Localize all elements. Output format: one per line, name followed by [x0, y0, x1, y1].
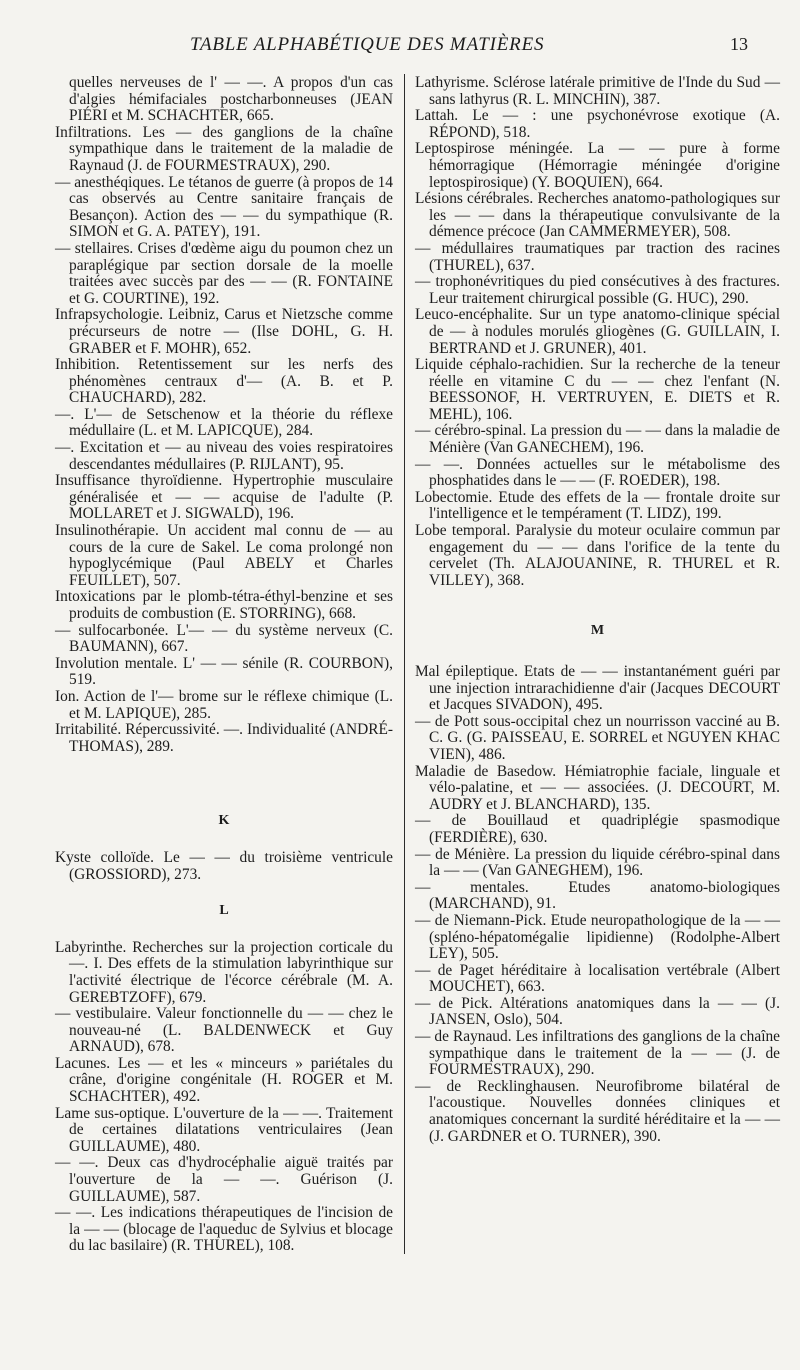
index-entry: Leptospirose méningée. La — — pure à forme hémorragique (Hémorragie méningée d'origine leptospirosique) (Y. BOQUIEN), 664.: [415, 140, 780, 191]
index-entry: — médullaires traumatiques par traction des racines (THUREL), 637.: [415, 239, 780, 274]
right-column: [415, 75, 780, 1145]
index-entry: Irritabilité. Répercussivité. —. Individualité (ANDRÉ-THOMAS), 289.: [55, 721, 393, 755]
index-entry: Lobectomie. Etude des effets de la — frontale droite sur l'intelligence et le tempérament (T. LIDZ), 199.: [415, 488, 780, 523]
running-title: TABLE ALPHABÉTIQUE DES MATIÈRES: [190, 34, 545, 55]
index-entry: — anesthéqiques. Le tétanos de guerre (à propos de 14 cas observés au Centre sanitaire français de Besançon). Action des — — du sympathique (R. SIMON et G. A. PATEY), 191.: [55, 173, 393, 241]
index-entry: — de Recklinghausen. Neurofibrome bilatéral de l'acoustique. Nouvelles données cliniques et anatomiques concernant la surdité héréditaire et la — — (J. GARDNER et O. TURNER), 390.: [415, 1077, 780, 1145]
index-entry: — de Niemann-Pick. Etude neuropathologique de la — — (spléno-hépatomégalie lipidienne) (Rodolphe-Albert LEY), 505.: [415, 911, 780, 963]
index-entry: quelles nerveuses de l' — —. A propos d'un cas d'algies hémifaciales postcharbonneuses (JEAN PIÉRI et M. SCHACHTER, 665.: [69, 74, 393, 125]
index-entry: Infrapsychologie. Leibniz, Carus et Nietzsche comme précurseurs de notre — (Ilse DOHL, G. H. GRABER et F. MOHR), 652.: [55, 306, 393, 357]
index-entry: — de Raynaud. Les infiltrations des ganglions de la chaîne sympathique dans le traitement de la — — (J. de FOURMESTRAUX), 290.: [415, 1028, 780, 1079]
page-number: 13: [730, 34, 748, 54]
left-column: [55, 75, 393, 1255]
index-entry: Lobe temporal. Paralysie du moteur oculaire commun par engagement du — — dans l'orifice de la tente du cervelet (Th. ALAJOUANINE, R. THUREL et R. VILLEY), 368.: [415, 522, 780, 589]
index-entry: — de Bouillaud et quadriplégie spasmodique (FERDIÈRE), 630.: [415, 812, 780, 846]
index-entry: —. Excitation et — au niveau des voies respiratoires descendantes médullaires (P. RIJLANT), 95.: [55, 439, 393, 473]
index-entry: Mal épileptique. Etats de — — instantanément guéri par une injection intrarachidienne d'air (Jacques DECOURT et Jacques SIVADON), 495.: [415, 663, 780, 714]
index-entry: — trophonévritiques du pied consécutives à des fractures. Leur traitement chirurgical possible (G. HUC), 290.: [415, 273, 780, 307]
index-entry: Lésions cérébrales. Recherches anatomo-pathologiques sur les — — dans la thérapeutique convulsivante de la démence précoce (Jan CAMMERMEYER), 508.: [415, 190, 780, 241]
index-entry: — vestibulaire. Valeur fonctionnelle du — — chez le nouveau-né (L. BALDENWECK et Guy ARNAUD), 678.: [55, 1005, 393, 1056]
index-entry: Inhibition. Retentissement sur les nerfs des phénomènes centraux d'— (A. B. et P. CHAUCHARD), 282.: [55, 356, 393, 407]
index-entry: — stellaires. Crises d'œdème aigu du poumon chez un paraplégique par section dorsale de la moelle traitées avec succès par des — — (R. FONTAINE et G. COURTINE), 192.: [55, 239, 393, 307]
index-entry: Lathyrisme. Sclérose latérale primitive de l'Inde du Sud — sans lathyrus (R. L. MINCHIN), 387.: [415, 74, 780, 108]
index-entry: — de Pick. Altérations anatomiques dans la — — (J. JANSEN, Oslo), 504.: [415, 994, 780, 1029]
index-entry: Involution mentale. L' — — sénile (R. COURBON), 519.: [55, 654, 393, 689]
index-entry: Ion. Action de l'— brome sur le réflexe chimique (L. et M. LAPIQUE), 285.: [55, 687, 393, 722]
index-entry: — —. Données actuelles sur le métabolisme des phosphatides dans le — — (F. ROEDER), 198.: [415, 455, 780, 490]
index-entry: Lattah. Le — : une psychonévrose exotique (A. RÉPOND), 518.: [415, 107, 780, 141]
index-entry: Infiltrations. Les — des ganglions de la chaîne sympathique dans le traitement de la maladie de Raynaud (J. de FOURMESTRAUX), 290.: [55, 123, 393, 174]
index-entry: Insulinothérapie. Un accident mal connu de — au cours de la cure de Sakel. Le coma prolongé non hypoglycémique (Paul ABELY et Charles FEUILLET), 507.: [55, 522, 393, 589]
index-entry: Liquide céphalo-rachidien. Sur la recherche de la teneur réelle en vitamine C du — — chez l'enfant (N. BEESSONOF, H. VERTRUYEN, E. DIETS et R. MEHL), 106.: [415, 356, 780, 423]
index-entry: Leuco-encéphalite. Sur un type anatomo-clinique spécial de — à nodules morulés gliogènes (G. GUILLAIN, I. BERTRAND et J. GRUNER), 401.: [415, 306, 780, 357]
section-heading-k: K: [218, 813, 230, 829]
index-entry: Insuffisance thyroïdienne. Hypertrophie musculaire généralisée et — — acquise de l'adulte (P. MOLLARET et J. SIGWALD), 196.: [55, 472, 393, 523]
index-entry: — mentales. Etudes anatomo-biologiques (MARCHAND), 91.: [415, 878, 780, 913]
index-entry: — sulfocarbonée. L'— — du système nerveux (C. BAUMANN), 667.: [55, 621, 393, 656]
index-entry: — cérébro-spinal. La pression du — — dans la maladie de Ménière (Van GANECHEM), 196.: [415, 422, 780, 457]
index-entry: — de Paget héréditaire à localisation vertébrale (Albert MOUCHET), 663.: [415, 961, 780, 996]
index-entry: Lacunes. Les — et les « minceurs » pariétales du crâne, d'origine congénitale (H. ROGER et M. SCHACHTER), 492.: [55, 1054, 393, 1106]
index-entry: Lame sus-optique. L'ouverture de la — —. Traitement de certaines dilatations ventriculaires (Jean GUILLAUME), 480.: [55, 1104, 393, 1155]
section-heading-m: M: [590, 623, 605, 639]
index-entry: Labyrinthe. Recherches sur la projection corticale du —. I. Des effets de la stimulation labyrinthique sur l'activité électrique de l'écorce cérébrale (M. A. GEREBTZOFF), 679.: [55, 938, 393, 1006]
page-header: [0, 34, 800, 60]
index-entry: — —. Les indications thérapeutiques de l'incision de la — — (blocage de l'aqueduc de Sylvius et blocage du lac basilaire) (R. THUREL), 108.: [55, 1204, 393, 1255]
section-heading-l: L: [219, 903, 229, 919]
column-divider: [404, 74, 405, 1254]
index-entry: — de Ménière. La pression du liquide cérébro-spinal dans la — — (Van GANEGHEM), 196.: [415, 845, 780, 880]
index-entry: —. L'— de Setschenow et la théorie du réflexe médullaire (L. et M. LAPICQUE), 284.: [55, 405, 393, 440]
index-entry: Maladie de Basedow. Hémiatrophie faciale, linguale et vélo-palatine, et — — associées. (J. DECOURT, M. AUDRY et J. BLANCHARD), 135.: [415, 762, 780, 813]
index-entry: Kyste colloïde. Le — — du troisième ventricule (GROSSIORD), 273.: [55, 848, 393, 883]
index-entry: — de Pott sous-occipital chez un nourrisson vacciné au B. C. G. (G. PAISSEAU, E. SORREL et NGUYEN KHAC VIEN), 486.: [415, 712, 780, 763]
index-entry: Intoxications par le plomb-tétra-éthyl-benzine et ses produits de combustion (E. STORRING), 668.: [55, 588, 393, 622]
index-entry: — —. Deux cas d'hydrocéphalie aiguë traités par l'ouverture de la — —. Guérison (J. GUILLAUME), 587.: [55, 1154, 393, 1205]
